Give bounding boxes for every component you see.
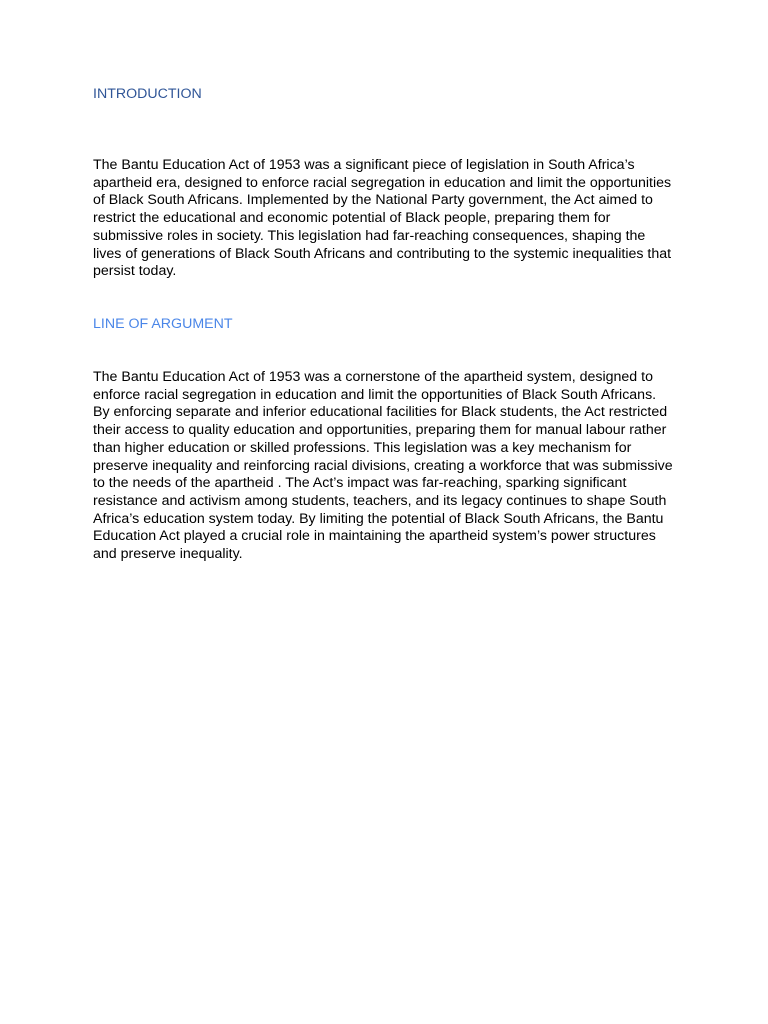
paragraph-line: than higher education or skilled professions. This legislation was a key mechanism for <box>93 439 632 456</box>
paragraph-line: restrict the educational and economic potential of Black people, preparing them for <box>93 210 611 227</box>
paragraph-line: enforce racial segregation in education and limit the opportunities of Black South Africans. <box>93 386 657 403</box>
paragraph-line: submissive roles in society. This legislation had far-reaching consequences, shaping the <box>93 227 646 244</box>
paragraph-line: apartheid era, designed to enforce racial segregation in education and limit the opportunities <box>93 174 672 191</box>
introduction-heading: INTRODUCTION <box>93 86 202 102</box>
paragraph-line: Africa’s education system today. By limiting the potential of Black South Africans, the Bantu <box>93 510 664 527</box>
paragraph-line: preserve inequality and reinforcing racial divisions, creating a workforce that was submissive <box>93 457 673 474</box>
paragraph-line: The Bantu Education Act of 1953 was a significant piece of legislation in South Africa’s <box>93 157 635 173</box>
line-of-argument-heading: LINE OF ARGUMENT <box>93 316 233 332</box>
paragraph-line: resistance and activism among students, teachers, and its legacy continues to shape South <box>93 492 667 509</box>
introduction-paragraph <box>93 157 675 281</box>
line-of-argument-paragraph <box>93 369 675 564</box>
paragraph-line: and preserve inequality. <box>93 546 243 563</box>
paragraph-line: their access to quality education and opportunities, preparing them for manual labour rather <box>93 422 667 439</box>
paragraph-line: persist today. <box>93 263 177 280</box>
paragraph-line: to the needs of the apartheid . The Act’s impact was far-reaching, sparking significant <box>93 475 627 492</box>
paragraph-line: of Black South Africans. Implemented by the National Party government, the Act aimed to <box>93 192 653 209</box>
paragraph-line: By enforcing separate and inferior educational facilities for Black students, the Act restricted <box>93 404 668 421</box>
paragraph-line: The Bantu Education Act of 1953 was a cornerstone of the apartheid system, designed to <box>93 369 653 385</box>
paragraph-line: lives of generations of Black South Africans and contributing to the systemic inequalities that <box>93 245 672 262</box>
paragraph-line: Education Act played a crucial role in maintaining the apartheid system’s power structures <box>93 528 656 545</box>
